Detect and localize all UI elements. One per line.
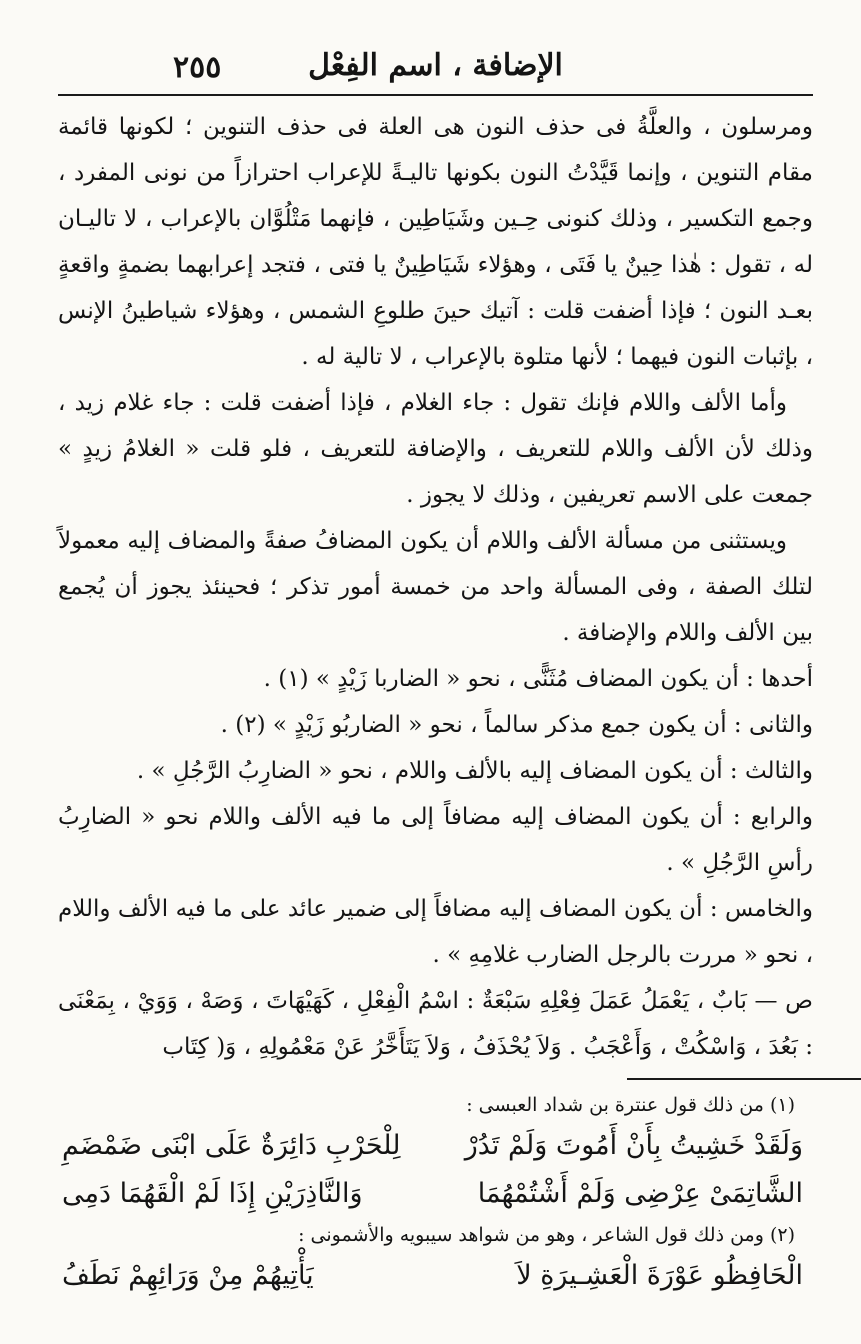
case-fifth: والخامس : أن يكون المضاف إليه مضافاً إلى ضمير عائد على ما فيه الألف واللام ، نحو « مررت بالرجل الضارب غلامِهِ » .	[58, 896, 813, 968]
running-header	[58, 36, 813, 94]
text-section: ص — بَابٌ ، يَعْمَلُ عَمَلَ فِعْلِهِ سَبْعَةٌ : اسْمُ الْفِعْلِ ، كَهَيْهَاتَ ، وَصَهْ ، وَوَيْ ، بِمَعْنَى : بَعُدَ ، وَاسْكُتْ ، وَأَعْجَبُ . وَلاَ يُحْذَفُ ، وَلاَ يَتَأَخَّرُ عَنْ مَعْمُولِهِ ، وَ( كِتَاب	[58, 988, 813, 1060]
verse-second-hemistich: وَالنَّاذِرَيْنِ إِذَا لَمْ الْقَهُمَا دَمِى	[62, 1178, 363, 1209]
case-third: والثالث : أن يكون المضاف إليه بالألف واللام ، نحو « الضارِبُ الرَّجُلِ » .	[136, 758, 813, 784]
case-fourth: والرابع : أن يكون المضاف إليه مضافاً إلى ما فيه الألف واللام نحو « الضارِبُ رأسِ الرَّجُلِ » .	[58, 804, 813, 876]
verse-second-hemistich: يَأْتِيهُمْ مِنْ وَرَائِهِمْ نَطَفُ	[62, 1260, 314, 1291]
main-text	[58, 104, 813, 1070]
verse-first-hemistich: الشَّاتِمَىْ عِرْضِى وَلَمْ أَشْتُمْهُمَا	[477, 1178, 803, 1209]
verse-line	[58, 1252, 813, 1300]
footnote-2: (٢) ومن ذلك قول الشاعر ، وهو من شواهد سيبويه والأشمونى :	[298, 1224, 795, 1246]
chapter-title: الإضافة ، اسم الفِعْل	[308, 48, 563, 83]
paragraph-alif-lam: وأما الألف واللام فإنك تقول : جاء الغلام ، فإذا أضفت قلت : جاء غلام زيد ، وذلك لأن الألف واللام للتعريف ، والإضافة للتعريف ، فلو قلت « الغلامُ زيدٍ » جمعت على الاسم تعريفين ، وذلك لا يجوز .	[58, 390, 814, 508]
case-second: والثانى : أن يكون جمع مذكر سالماً ، نحو « الضاربُو زَيْدٍ » (٢) .	[220, 712, 813, 738]
footnote-rule	[627, 1078, 861, 1080]
footnotes	[58, 1088, 813, 1300]
verse-second-hemistich: لِلْحَرْبِ دَائِرَةٌ عَلَى ابْنَى ضَمْضَمِ	[62, 1130, 401, 1161]
paragraph-exception: ويستثنى من مسألة الألف واللام أن يكون المضافُ صفةً والمضاف إليه معمولاً لتلك الصفة ، وفى المسألة واحد من خمسة أمور تذكر ؛ فحينئذ يجوز أن يُجمع بين الألف واللام والإضافة .	[58, 528, 813, 646]
header-rule	[58, 94, 813, 96]
paragraph-continuation: ومرسلون ، والعلَّةُ فى حذف النون هى العلة فى حذف التنوين ؛ لكونها قائمة مقام التنوين ، وإنما قَيَّدْتُ النون بكونها تاليـةً للإعراب احترازاً من نونى المفرد ، وجمع التكسير ، وذلك كنونى حِـين وشَيَاطِين ، فإنهما مَتْلُوَّان بالإعراب ، لا تاليـان له ، تقول : هٰذا حِينٌ يا فَتَى ، وهؤلاء شَيَاطِينٌ يا فتى ، فتجد إعرابهما بضمةٍ واقعةٍ بعـد النون ؛ فإذا أضفت قلت : آتيك حينَ طلوعِ الشمس ، وهؤلاء شياطينُ الإنس ، بإثبات النون فيهما ؛ لأنها متلوة بالإعراب ، لا تالية له .	[58, 114, 813, 370]
verse-first-hemistich: الْحَافِظُو عَوْرَةَ الْعَشِـيرَةِ لاَ	[516, 1260, 803, 1291]
footnote-1: (١) من ذلك قول عنترة بن شداد العبسى :	[466, 1094, 795, 1116]
page-number: ٢٥٥	[173, 50, 222, 85]
verse-line	[58, 1170, 813, 1218]
verse-line	[58, 1122, 813, 1170]
verse-first-hemistich: وَلَقَدْ خَشِيتُ بِأَنْ أَمُوتَ وَلَمْ تَدُرْ	[464, 1130, 803, 1161]
case-first: أحدها : أن يكون المضاف مُثَنًّى ، نحو « الضاربا زَيْدٍ » (١) .	[263, 666, 813, 692]
